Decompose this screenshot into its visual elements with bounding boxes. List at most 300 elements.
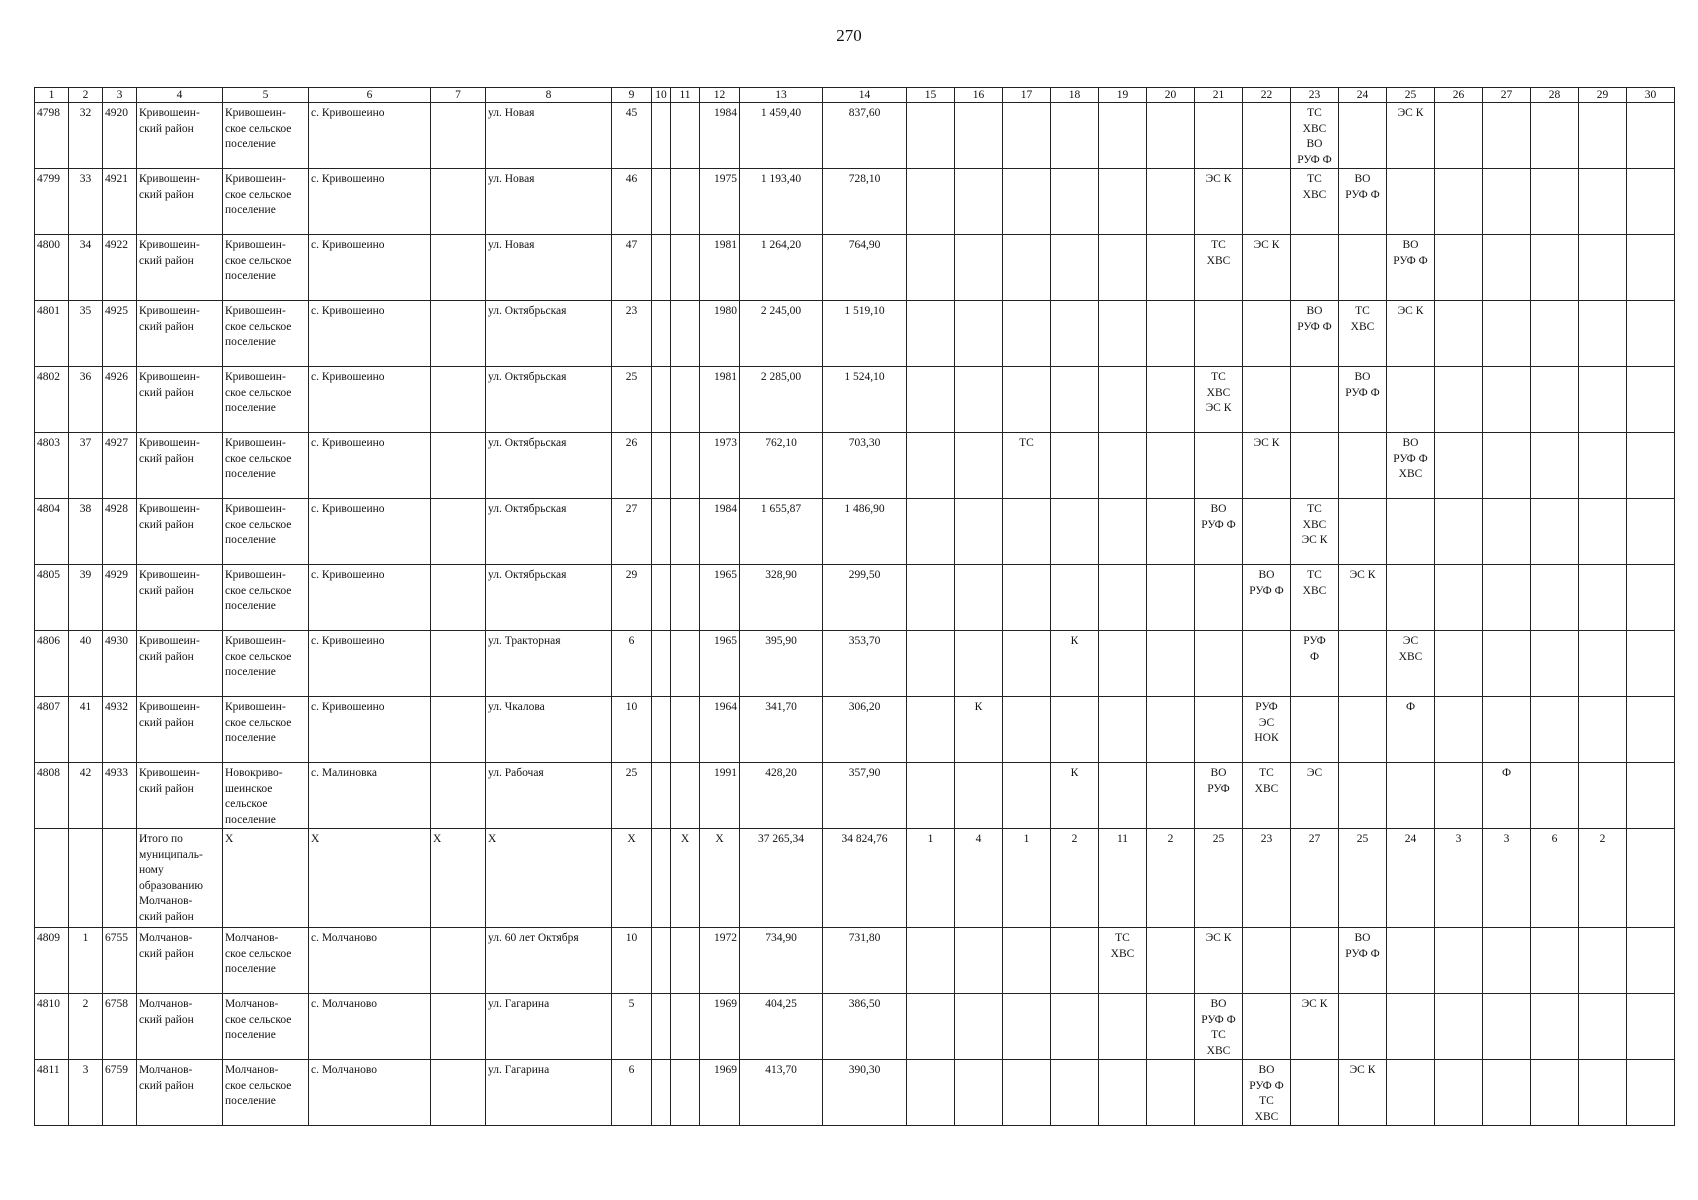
locality: с. Малиновка [309, 763, 431, 829]
work-code-col-22: ВО РУФ Ф ТС ХВС [1243, 1060, 1291, 1126]
col-10 [652, 169, 671, 235]
registry-id: 6755 [103, 928, 137, 994]
street: ул. Октябрьская [486, 367, 612, 433]
work-code-col-26 [1435, 103, 1483, 169]
column-number: 23 [1291, 88, 1339, 103]
local-number: 42 [69, 763, 103, 829]
work-code-col-24: ТС ХВС [1339, 301, 1387, 367]
year-built: 1981 [700, 367, 740, 433]
living-area: 1 486,90 [823, 499, 907, 565]
work-code-col-19 [1099, 301, 1147, 367]
work-code-col-15 [907, 499, 955, 565]
work-code-col-17 [1003, 367, 1051, 433]
work-code-col-30 [1627, 367, 1675, 433]
settlement: Кривошеин- ское сельское поселение [223, 301, 309, 367]
record-number: 4811 [35, 1060, 69, 1126]
col-7 [431, 301, 486, 367]
work-code-col-21: ЭС К [1195, 169, 1243, 235]
work-code-col-29 [1579, 994, 1627, 1060]
work-code-col-26 [1435, 565, 1483, 631]
table-row [35, 697, 1675, 763]
work-code-col-22: 23 [1243, 829, 1291, 928]
work-code-col-20 [1147, 499, 1195, 565]
settlement: Молчанов- ское сельское поселение [223, 928, 309, 994]
work-code-col-26 [1435, 994, 1483, 1060]
district: Кривошеин- ский район [137, 169, 223, 235]
house-number: Х [612, 829, 652, 928]
work-code-col-28 [1531, 103, 1579, 169]
work-code-col-30 [1627, 103, 1675, 169]
work-code-col-19 [1099, 169, 1147, 235]
work-code-col-22 [1243, 994, 1291, 1060]
total-row [35, 829, 1675, 928]
work-code-col-20 [1147, 565, 1195, 631]
col-11 [671, 499, 700, 565]
work-code-col-20 [1147, 301, 1195, 367]
living-area: 728,10 [823, 169, 907, 235]
living-area: 1 519,10 [823, 301, 907, 367]
col-10 [652, 763, 671, 829]
locality: с. Кривошеино [309, 367, 431, 433]
work-code-col-16 [955, 235, 1003, 301]
work-code-col-29 [1579, 433, 1627, 499]
work-code-col-28 [1531, 301, 1579, 367]
work-code-col-19 [1099, 631, 1147, 697]
district: Кривошеин- ский район [137, 565, 223, 631]
registry-id: 4930 [103, 631, 137, 697]
work-code-col-17 [1003, 499, 1051, 565]
record-number: 4806 [35, 631, 69, 697]
work-code-col-19 [1099, 763, 1147, 829]
work-code-col-15 [907, 928, 955, 994]
registry-id: 4926 [103, 367, 137, 433]
work-code-col-25 [1387, 994, 1435, 1060]
house-number: 6 [612, 631, 652, 697]
work-code-col-20 [1147, 235, 1195, 301]
col-7 [431, 631, 486, 697]
work-code-col-16 [955, 301, 1003, 367]
work-code-col-27 [1483, 235, 1531, 301]
street: ул. Октябрьская [486, 433, 612, 499]
house-number: 46 [612, 169, 652, 235]
work-code-col-22: ВО РУФ Ф [1243, 565, 1291, 631]
total-area: 734,90 [740, 928, 823, 994]
locality: с. Кривошеино [309, 565, 431, 631]
work-code-col-20 [1147, 169, 1195, 235]
work-code-col-26 [1435, 928, 1483, 994]
record-number: 4803 [35, 433, 69, 499]
table-row [35, 631, 1675, 697]
registry-id: 4933 [103, 763, 137, 829]
local-number: 34 [69, 235, 103, 301]
work-code-col-17 [1003, 301, 1051, 367]
column-number: 10 [652, 88, 671, 103]
work-code-col-21 [1195, 301, 1243, 367]
work-code-col-27 [1483, 994, 1531, 1060]
work-code-col-15 [907, 1060, 955, 1126]
work-code-col-23 [1291, 928, 1339, 994]
column-number: 24 [1339, 88, 1387, 103]
work-code-col-29 [1579, 697, 1627, 763]
living-area: 731,80 [823, 928, 907, 994]
settlement: Кривошеин- ское сельское поселение [223, 697, 309, 763]
work-code-col-22: ЭС К [1243, 433, 1291, 499]
work-code-col-16 [955, 631, 1003, 697]
work-code-col-28 [1531, 631, 1579, 697]
work-code-col-18 [1051, 433, 1099, 499]
work-code-col-22 [1243, 103, 1291, 169]
work-code-col-16 [955, 763, 1003, 829]
column-number: 12 [700, 88, 740, 103]
work-code-col-29: 2 [1579, 829, 1627, 928]
work-code-col-23: ТС ХВС [1291, 565, 1339, 631]
work-code-col-16 [955, 103, 1003, 169]
work-code-col-16 [955, 928, 1003, 994]
work-code-col-23: ЭС К [1291, 994, 1339, 1060]
col-7 [431, 103, 486, 169]
street: ул. Новая [486, 235, 612, 301]
work-code-col-17 [1003, 1060, 1051, 1126]
work-code-col-23 [1291, 367, 1339, 433]
column-number: 1 [35, 88, 69, 103]
settlement: Новокриво- шеинское сельское поселение [223, 763, 309, 829]
year-built: 1972 [700, 928, 740, 994]
year-built: 1981 [700, 235, 740, 301]
work-code-col-21: ВО РУФ Ф ТС ХВС [1195, 994, 1243, 1060]
work-code-col-30 [1627, 169, 1675, 235]
work-code-col-22 [1243, 169, 1291, 235]
page-number: 270 [836, 26, 862, 45]
work-code-col-18 [1051, 301, 1099, 367]
year-built: 1969 [700, 1060, 740, 1126]
record-number: 4800 [35, 235, 69, 301]
work-code-col-15 [907, 631, 955, 697]
work-code-col-23: ЭС [1291, 763, 1339, 829]
work-code-col-17 [1003, 994, 1051, 1060]
registry-id: 4922 [103, 235, 137, 301]
work-code-col-30 [1627, 499, 1675, 565]
work-code-col-24 [1339, 499, 1387, 565]
work-code-col-23 [1291, 697, 1339, 763]
work-code-col-24 [1339, 763, 1387, 829]
work-code-col-25: ЭС К [1387, 301, 1435, 367]
table-row [35, 994, 1675, 1060]
local-number: 1 [69, 928, 103, 994]
work-code-col-15 [907, 433, 955, 499]
settlement: Кривошеин- ское сельское поселение [223, 433, 309, 499]
work-code-col-21 [1195, 697, 1243, 763]
street: ул. Рабочая [486, 763, 612, 829]
total-area: 328,90 [740, 565, 823, 631]
locality: с. Молчаново [309, 994, 431, 1060]
local-number: 39 [69, 565, 103, 631]
col-11 [671, 433, 700, 499]
registry-id: 4932 [103, 697, 137, 763]
work-code-col-30 [1627, 433, 1675, 499]
work-code-col-19 [1099, 367, 1147, 433]
work-code-col-30 [1627, 565, 1675, 631]
work-code-col-16: 4 [955, 829, 1003, 928]
district: Кривошеин- ский район [137, 235, 223, 301]
work-code-col-28 [1531, 565, 1579, 631]
work-code-col-29 [1579, 499, 1627, 565]
work-code-col-22 [1243, 928, 1291, 994]
house-number: 45 [612, 103, 652, 169]
work-code-col-21: ТС ХВС ЭС К [1195, 367, 1243, 433]
work-code-col-15 [907, 994, 955, 1060]
settlement: Кривошеин- ское сельское поселение [223, 367, 309, 433]
work-code-col-20 [1147, 367, 1195, 433]
work-code-col-24 [1339, 994, 1387, 1060]
col-7 [431, 367, 486, 433]
work-code-col-17 [1003, 565, 1051, 631]
district: Кривошеин- ский район [137, 763, 223, 829]
table-row [35, 433, 1675, 499]
settlement: Кривошеин- ское сельское поселение [223, 103, 309, 169]
col-11 [671, 697, 700, 763]
work-code-col-27 [1483, 367, 1531, 433]
column-number: 14 [823, 88, 907, 103]
work-code-col-27 [1483, 499, 1531, 565]
work-code-col-19: ТС ХВС [1099, 928, 1147, 994]
district: Молчанов- ский район [137, 928, 223, 994]
record-number: 4805 [35, 565, 69, 631]
work-code-col-28 [1531, 1060, 1579, 1126]
living-area: 764,90 [823, 235, 907, 301]
col-10 [652, 994, 671, 1060]
locality: с. Молчаново [309, 928, 431, 994]
work-code-col-16 [955, 1060, 1003, 1126]
living-area: 1 524,10 [823, 367, 907, 433]
work-code-col-24 [1339, 235, 1387, 301]
local-number: 33 [69, 169, 103, 235]
work-code-col-15: 1 [907, 829, 955, 928]
work-code-col-22 [1243, 631, 1291, 697]
work-code-col-27 [1483, 928, 1531, 994]
street: Х [486, 829, 612, 928]
work-code-col-22: ТС ХВС [1243, 763, 1291, 829]
work-code-col-24: 25 [1339, 829, 1387, 928]
registry-id [103, 829, 137, 928]
work-code-col-19 [1099, 1060, 1147, 1126]
work-code-col-16 [955, 433, 1003, 499]
street: ул. Новая [486, 169, 612, 235]
table-row [35, 565, 1675, 631]
record-number: 4802 [35, 367, 69, 433]
work-code-col-18 [1051, 367, 1099, 433]
work-code-col-24: ЭС К [1339, 1060, 1387, 1126]
work-code-col-21: ВО РУФ Ф [1195, 499, 1243, 565]
locality: с. Кривошеино [309, 103, 431, 169]
column-number: 5 [223, 88, 309, 103]
work-code-col-30 [1627, 829, 1675, 928]
column-number: 17 [1003, 88, 1051, 103]
work-code-col-27: Ф [1483, 763, 1531, 829]
work-code-col-22 [1243, 367, 1291, 433]
column-number: 18 [1051, 88, 1099, 103]
work-code-col-23: ТС ХВС ЭС К [1291, 499, 1339, 565]
work-code-col-15 [907, 565, 955, 631]
work-code-col-25: ЭС К [1387, 103, 1435, 169]
work-code-col-25 [1387, 565, 1435, 631]
col-10 [652, 367, 671, 433]
column-number: 25 [1387, 88, 1435, 103]
work-code-col-26 [1435, 367, 1483, 433]
work-code-col-28 [1531, 499, 1579, 565]
total-area: 1 193,40 [740, 169, 823, 235]
work-code-col-28 [1531, 697, 1579, 763]
registry-id: 6758 [103, 994, 137, 1060]
work-code-col-25 [1387, 169, 1435, 235]
work-code-col-25 [1387, 1060, 1435, 1126]
locality: с. Кривошеино [309, 499, 431, 565]
total-area: 404,25 [740, 994, 823, 1060]
table-body [35, 103, 1675, 1126]
total-area: 428,20 [740, 763, 823, 829]
table-row [35, 763, 1675, 829]
col-10 [652, 1060, 671, 1126]
work-code-col-24 [1339, 433, 1387, 499]
house-number: 29 [612, 565, 652, 631]
locality: Х [309, 829, 431, 928]
column-number: 2 [69, 88, 103, 103]
work-code-col-19: 11 [1099, 829, 1147, 928]
work-code-col-18 [1051, 103, 1099, 169]
col-7 [431, 697, 486, 763]
street: ул. Октябрьская [486, 499, 612, 565]
work-code-col-19 [1099, 697, 1147, 763]
work-code-col-19 [1099, 499, 1147, 565]
col-7 [431, 1060, 486, 1126]
work-code-col-27 [1483, 433, 1531, 499]
col-11 [671, 928, 700, 994]
work-code-col-24: ВО РУФ Ф [1339, 367, 1387, 433]
work-code-col-23: ВО РУФ Ф [1291, 301, 1339, 367]
work-code-col-26 [1435, 763, 1483, 829]
street: ул. 60 лет Октября [486, 928, 612, 994]
work-code-col-17 [1003, 631, 1051, 697]
house-number: 6 [612, 1060, 652, 1126]
work-code-col-15 [907, 169, 955, 235]
col-11 [671, 763, 700, 829]
work-code-col-28 [1531, 235, 1579, 301]
record-number: 4798 [35, 103, 69, 169]
col-11 [671, 169, 700, 235]
column-number: 13 [740, 88, 823, 103]
settlement: Молчанов- ское сельское поселение [223, 994, 309, 1060]
col-7 [431, 235, 486, 301]
work-code-col-16 [955, 169, 1003, 235]
work-code-col-28 [1531, 763, 1579, 829]
local-number: 32 [69, 103, 103, 169]
work-code-col-19 [1099, 565, 1147, 631]
work-code-col-18 [1051, 235, 1099, 301]
work-code-col-15 [907, 367, 955, 433]
street: ул. Гагарина [486, 994, 612, 1060]
district: Итого по муниципаль- ному образованию Молчанов- ский район [137, 829, 223, 928]
work-code-col-29 [1579, 367, 1627, 433]
work-code-col-15 [907, 697, 955, 763]
work-code-col-26 [1435, 301, 1483, 367]
work-code-col-25: 24 [1387, 829, 1435, 928]
col-11 [671, 103, 700, 169]
house-number: 5 [612, 994, 652, 1060]
street: ул. Чкалова [486, 697, 612, 763]
settlement: Кривошеин- ское сельское поселение [223, 235, 309, 301]
work-code-col-18 [1051, 169, 1099, 235]
column-number: 3 [103, 88, 137, 103]
house-number: 10 [612, 697, 652, 763]
locality: с. Молчаново [309, 1060, 431, 1126]
work-code-col-30 [1627, 301, 1675, 367]
table-row [35, 928, 1675, 994]
local-number: 40 [69, 631, 103, 697]
year-built: 1984 [700, 103, 740, 169]
district: Кривошеин- ский район [137, 433, 223, 499]
settlement: Х [223, 829, 309, 928]
column-number: 19 [1099, 88, 1147, 103]
work-code-col-16 [955, 565, 1003, 631]
work-code-col-23 [1291, 235, 1339, 301]
work-code-col-25 [1387, 499, 1435, 565]
work-code-col-18 [1051, 697, 1099, 763]
column-number: 21 [1195, 88, 1243, 103]
work-code-col-29 [1579, 1060, 1627, 1126]
local-number: 37 [69, 433, 103, 499]
locality: с. Кривошеино [309, 697, 431, 763]
registry-id: 4927 [103, 433, 137, 499]
year-built: 1965 [700, 631, 740, 697]
col-7 [431, 565, 486, 631]
work-code-col-20 [1147, 763, 1195, 829]
table-row [35, 367, 1675, 433]
work-code-col-21: ВО РУФ [1195, 763, 1243, 829]
col-10 [652, 928, 671, 994]
record-number [35, 829, 69, 928]
work-code-col-18 [1051, 928, 1099, 994]
record-number: 4804 [35, 499, 69, 565]
record-number: 4799 [35, 169, 69, 235]
col-11 [671, 994, 700, 1060]
year-built: 1984 [700, 499, 740, 565]
house-number: 26 [612, 433, 652, 499]
work-code-col-28 [1531, 433, 1579, 499]
street: ул. Тракторная [486, 631, 612, 697]
living-area: 299,50 [823, 565, 907, 631]
living-area: 386,50 [823, 994, 907, 1060]
house-number: 10 [612, 928, 652, 994]
street: ул. Гагарина [486, 1060, 612, 1126]
street: ул. Октябрьская [486, 565, 612, 631]
column-number: 16 [955, 88, 1003, 103]
col-7 [431, 433, 486, 499]
work-code-col-16 [955, 367, 1003, 433]
district: Кривошеин- ский район [137, 301, 223, 367]
local-number: 41 [69, 697, 103, 763]
work-code-col-23: 27 [1291, 829, 1339, 928]
work-code-col-18 [1051, 994, 1099, 1060]
col-7 [431, 763, 486, 829]
living-area: 306,20 [823, 697, 907, 763]
work-code-col-21: ТС ХВС [1195, 235, 1243, 301]
col-10 [652, 301, 671, 367]
col-11 [671, 367, 700, 433]
work-code-col-26 [1435, 697, 1483, 763]
col-10 [652, 103, 671, 169]
work-code-col-17 [1003, 169, 1051, 235]
work-code-col-21 [1195, 565, 1243, 631]
work-code-col-25 [1387, 928, 1435, 994]
